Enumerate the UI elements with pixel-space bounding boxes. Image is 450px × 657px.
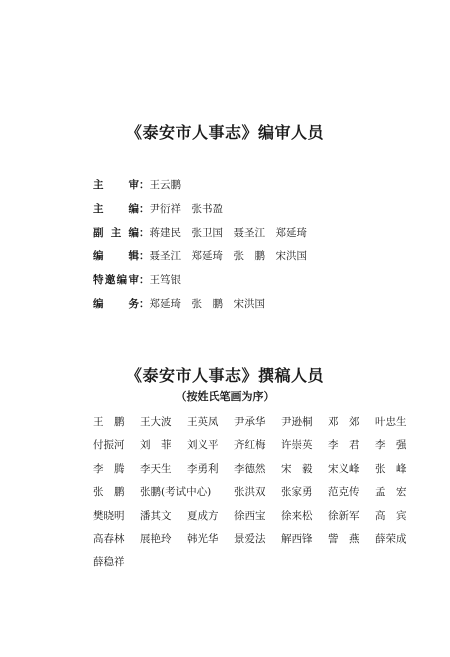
writer-name: 刘 菲 (140, 439, 172, 452)
writer-name: 张 峰 (375, 462, 407, 475)
staff-role: 主编 (93, 202, 139, 215)
writer-name: 李 腾 (93, 462, 125, 475)
staff-row-editorial-affairs: 编务：郑延琦 张 鹏 宋洪国 (93, 297, 265, 310)
writer-name: 夏成方 (187, 509, 219, 522)
writer-name: 李德然 (234, 462, 266, 475)
writer-name: 展艳玲 (140, 532, 172, 545)
writer-name: 张洪双 (234, 486, 266, 499)
writer-name: 刘义平 (187, 439, 219, 452)
writer-name: 尹逊桐 (281, 416, 313, 428)
writer-name: 张家勇 (281, 486, 313, 499)
writer-name: 樊晓明 (93, 509, 125, 522)
writer-name: 薛稳祥 (93, 556, 125, 569)
writer-name: 张 鹏 (93, 486, 125, 499)
staff-role: 编务 (93, 297, 139, 310)
writer-name: 许崇英 (281, 439, 313, 452)
writer-name: 王 鹏 (93, 416, 125, 428)
staff-row-chief-reviewer: 主审：王云鹏 (93, 179, 181, 191)
writer-name: 张鹏(考试中心) (140, 486, 212, 499)
writer-row (93, 437, 433, 460)
writer-name: 徐西宝 (234, 509, 266, 522)
writer-name: 高春林 (93, 532, 125, 545)
writer-name: 徐新军 (328, 509, 360, 522)
writer-name: 李勇利 (187, 462, 219, 475)
staff-row-chief-editor: 主编：尹衍祥 张书盈 (93, 202, 223, 215)
writer-name: 宋 毅 (281, 462, 313, 475)
staff-role: 主审 (93, 179, 139, 191)
writer-name: 尹承华 (234, 416, 266, 428)
writer-row (93, 414, 433, 437)
writer-name: 訾 燕 (328, 532, 360, 545)
writer-row (93, 484, 433, 507)
writer-name: 邓 郊 (328, 416, 360, 428)
writer-name: 王大波 (140, 416, 172, 428)
writer-name: 韩光华 (187, 532, 219, 545)
writer-name: 王英凤 (187, 416, 219, 428)
staff-names: 郑延琦 张 鹏 宋洪国 (149, 297, 265, 310)
writer-name: 叶忠生 (375, 416, 407, 428)
writer-name: 李 强 (375, 439, 407, 452)
writer-row (93, 461, 433, 484)
writer-name: 齐红梅 (234, 439, 266, 452)
writer-name: 孟 宏 (375, 486, 407, 499)
staff-names: 王笃银 (149, 274, 181, 287)
staff-names: 蒋建民 张卫国 聂圣江 郑延琦 (149, 226, 307, 239)
writer-name: 李天生 (140, 462, 172, 475)
staff-role: 特邀编审 (93, 274, 139, 287)
writer-row (93, 554, 433, 577)
writer-name: 李 君 (328, 439, 360, 452)
writer-name: 高 宾 (375, 509, 407, 522)
editorial-title: 《泰安市人事志》编审人员 (125, 123, 324, 142)
staff-row-guest-reviewer: 特邀编审：王笃银 (93, 274, 181, 287)
writer-name: 范克传 (328, 486, 360, 499)
staff-names: 聂圣江 郑延琦 张 鹏 宋洪国 (149, 250, 307, 263)
writer-name: 潘其文 (140, 509, 172, 522)
writer-name: 徐来松 (281, 509, 313, 522)
writer-name: 薛荣成 (375, 532, 407, 545)
writer-row (93, 508, 433, 531)
writers-grid (93, 414, 433, 578)
staff-names: 尹衍祥 张书盈 (149, 202, 223, 215)
staff-row-deputy-editor: 副主编：蒋建民 张卫国 聂圣江 郑延琦 (93, 226, 307, 239)
writer-name: 宋义峰 (328, 462, 360, 475)
writer-name: 付振河 (93, 439, 125, 452)
staff-role: 编辑 (93, 250, 139, 263)
writers-title: 《泰安市人事志》撰稿人员 (125, 366, 324, 385)
writer-name: 景爱法 (234, 532, 266, 545)
staff-role: 副主编 (93, 226, 139, 239)
writer-name: 解西锋 (281, 532, 313, 545)
staff-row-editors: 编辑：聂圣江 郑延琦 张 鹏 宋洪国 (93, 250, 307, 263)
writers-subtitle: （按姓氏笔画为序） (175, 390, 275, 403)
staff-names: 王云鹏 (149, 179, 181, 191)
editorial-staff-list (93, 177, 423, 320)
writer-row (93, 531, 433, 554)
